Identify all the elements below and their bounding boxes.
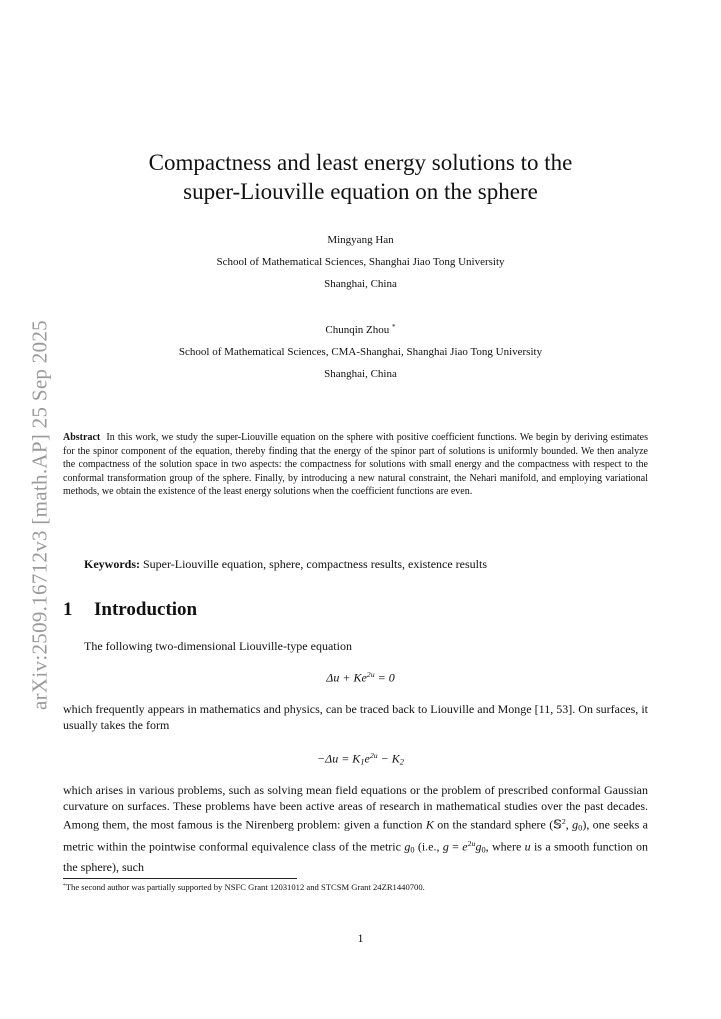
author-location: Shanghai, China xyxy=(324,278,397,290)
author-affiliation: School of Mathematical Sciences, CMA-Shanghai, Shanghai Jiao Tong University xyxy=(178,345,543,358)
keywords-text: Super-Liouville equation, sphere, compactness results, existence results xyxy=(143,557,487,571)
arxiv-identifier: arXiv:2509.16712v3 [math.AP] 25 Sep 2025 xyxy=(27,320,52,710)
author-affiliation: School of Mathematical Sciences, Shanghai Jiao Tong University xyxy=(216,256,505,268)
title-line-2: super-Liouville equation on the sphere xyxy=(183,179,538,204)
abstract xyxy=(63,431,648,499)
footnote xyxy=(63,882,663,892)
footnote-mark: * xyxy=(63,882,66,889)
section-heading xyxy=(63,599,197,621)
intro-paragraph-2: which frequently appears in mathematics and physics, can be traced back to Liouville and Monge [11, 53]. On surfaces, it usually takes the form xyxy=(63,702,648,732)
equation-2: $-\Delta u = K_1e^{2u} - K_2$ xyxy=(317,751,404,767)
equation-1: $\Delta u + Ke^{2u} = 0$ xyxy=(326,670,395,685)
footnote-rule xyxy=(63,878,297,879)
author-block-2 xyxy=(0,316,721,385)
section-number: 1 xyxy=(63,599,73,620)
title-line-1: Compactness and least energy solutions to the xyxy=(148,150,573,175)
author-name: Chunqin Zhou xyxy=(325,323,390,336)
abstract-label: Abstract xyxy=(63,432,101,443)
section-title: Introduction xyxy=(94,599,198,620)
author-name: Mingyang Han xyxy=(327,234,394,246)
footnote-marker: * xyxy=(392,323,396,331)
author-block-1 xyxy=(0,229,721,295)
keywords-label: Keywords: xyxy=(84,557,140,571)
keywords xyxy=(84,557,487,572)
author-location: Shanghai, China xyxy=(324,367,397,380)
footnote-text: The second author was partially supported by NSFC Grant 12031012 and STCSM Grant 24ZR1440700. xyxy=(65,882,425,892)
intro-paragraph-1: The following two-dimensional Liouville-type equation xyxy=(84,639,352,653)
page-number: 1 xyxy=(357,931,364,945)
paper-title xyxy=(0,148,721,206)
abstract-text: In this work, we study the super-Liouville equation on the sphere with positive coefficient functions. We begin by deriving estimates for the spinor component of the equation, thereby finding that the energy of the spinor part of solutions is uniformly bounded. We then analyze the compactness of the solution space in two aspects: the compactness for solutions with small energy and the compactness with respect to the conformal transformation group of the sphere. Finally, by introducing a new natural constraint, the Nehari manifold, and employing variational methods, we obtain the existence of the least energy solutions when the coefficient functions are even. xyxy=(63,432,649,497)
intro-paragraph-3: which arises in various problems, such as solving mean field equations or the problem of prescribed conformal Gaussian curvature on surfaces. These problems have been active areas of research in mathematical studies over the past decades. Among them, the most famous is the Nirenberg problem: given a function K on the standard sphere (𝕊$^2$, $g_0$), one seeks a metric within the pointwise conformal equivalence class of the metric $g_0$ (i.e., $g = e^{2u}g_0$, where u is a smooth function on the sphere), such xyxy=(63,783,648,874)
